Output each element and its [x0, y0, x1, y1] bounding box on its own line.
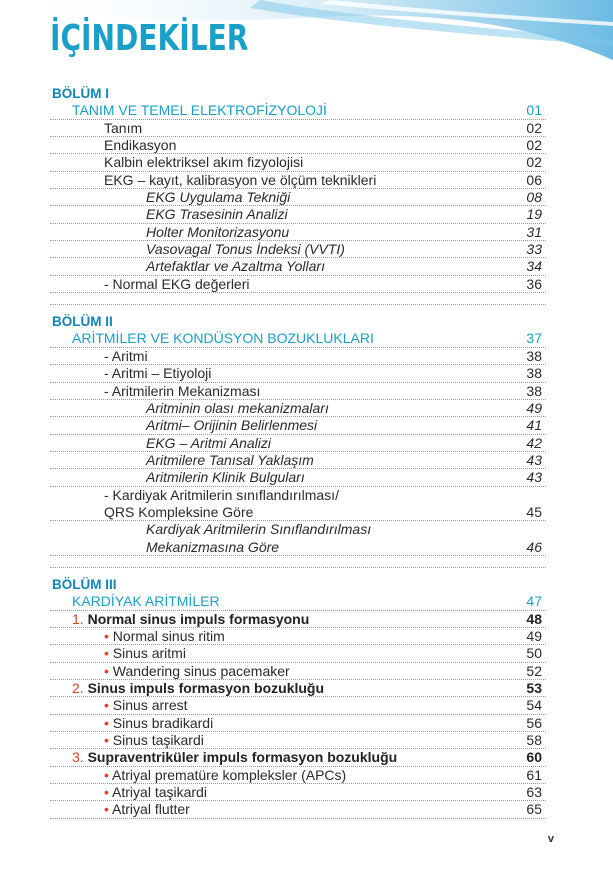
- page-title: İÇİNDEKİLER: [50, 18, 249, 59]
- entry-page: 02: [526, 137, 542, 154]
- entry-page: 61: [526, 766, 542, 783]
- entry-title: EKG – Aritmi Analizi: [146, 434, 271, 451]
- bullet-icon: •: [104, 645, 109, 662]
- entry-title: Normal sinus impuls formasyonu: [87, 610, 310, 627]
- entry-page: 45: [526, 503, 542, 520]
- entry-page: 33: [526, 241, 542, 258]
- entry-page: 50: [526, 645, 542, 662]
- toc-entry: [50, 435, 546, 452]
- entry-page: 49: [526, 627, 542, 644]
- toc-entry: [50, 767, 546, 784]
- entry-page: 49: [526, 399, 542, 416]
- entry-title: Sinus arrest: [112, 697, 188, 714]
- toc-entry: [50, 487, 546, 504]
- entry-title: Kalbin elektriksel akım fizyolojisi: [104, 154, 304, 171]
- entry-title: Aritmi– Orijinin Belirlenmesi: [146, 417, 318, 434]
- toc-entry: [50, 611, 546, 628]
- entry-page: 31: [526, 223, 542, 240]
- entry-title: - Normal EKG değerleri: [104, 275, 250, 292]
- entry-title: Aritmilere Tanısal Yaklaşım: [146, 451, 314, 468]
- chapter-page: 47: [526, 593, 542, 610]
- entry-title: Atriyal taşikardi: [112, 784, 207, 801]
- entry-title: Sinus taşikardi: [112, 732, 204, 749]
- entry-title: Sinus aritmi: [112, 645, 186, 662]
- toc-entry: [50, 276, 546, 293]
- entry-title: Holter Monitorizasyonu: [146, 223, 290, 240]
- entry-page: 54: [526, 697, 542, 714]
- entry-title: QRS Kompleksine Göre: [104, 503, 254, 520]
- entry-title: Aritmilerin Klinik Bulguları: [146, 469, 305, 486]
- entry-page: 60: [526, 749, 542, 766]
- bullet-icon: •: [104, 801, 109, 818]
- toc-entry: [50, 241, 546, 258]
- entry-page: 56: [526, 714, 542, 731]
- toc-entry: [50, 383, 546, 400]
- entry-page: 53: [526, 680, 542, 696]
- bullet-icon: •: [104, 662, 109, 679]
- toc-entry: [50, 172, 546, 189]
- toc-entry: [50, 749, 546, 766]
- entry-title: Tanım: [104, 119, 143, 136]
- entry-page: 19: [526, 206, 542, 223]
- entry-title: Normal sinus ritim: [112, 627, 225, 644]
- entry-title: Atriyal prematüre kompleksler (APCs): [112, 766, 347, 783]
- toc-entry: [50, 680, 546, 697]
- entry-page: 58: [526, 732, 542, 749]
- chapter-page: 01: [526, 102, 542, 119]
- toc-entry: [50, 224, 546, 241]
- entry-page: 42: [526, 434, 542, 451]
- entry-title: - Aritmi: [104, 347, 148, 364]
- entry-title: Aritminin olası mekanizmaları: [146, 399, 329, 416]
- toc-entry: [50, 137, 546, 154]
- entry-title: Artefaktlar ve Azaltma Yolları: [146, 258, 325, 275]
- entry-title: Wandering sinus pacemaker: [112, 662, 290, 679]
- entry-title: EKG Uygulama Tekniği: [146, 189, 291, 206]
- entry-title: EKG – kayıt, kalibrasyon ve ölçüm teknikleri: [104, 171, 377, 188]
- toc-entry: [50, 400, 546, 417]
- toc-entry: [50, 645, 546, 662]
- entry-title: EKG Trasesinin Analizi: [146, 206, 288, 223]
- bullet-icon: •: [104, 784, 109, 801]
- entry-page: 08: [526, 189, 542, 206]
- toc-entry: [50, 417, 546, 434]
- entry-page: 46: [526, 538, 542, 555]
- toc-entry: [50, 258, 546, 275]
- entry-page: 65: [526, 801, 542, 818]
- entry-number: 3.: [72, 749, 84, 766]
- chapter-entry: [50, 593, 546, 610]
- bullet-icon: •: [104, 732, 109, 749]
- entry-title: Supraventriküler impuls formasyon bozukluğu: [87, 749, 398, 766]
- toc-entry: [50, 539, 546, 556]
- toc-entry: [50, 663, 546, 680]
- toc-entry: [50, 784, 546, 801]
- entry-page: 38: [526, 347, 542, 364]
- entry-title: Endikasyon: [104, 137, 177, 154]
- table-of-contents: [50, 85, 546, 819]
- entry-page: 36: [526, 275, 542, 292]
- bullet-icon: •: [104, 627, 109, 644]
- toc-entry: [50, 628, 546, 645]
- toc-entry: [50, 715, 546, 732]
- chapter-title: KARDİYAK ARİTMİLER: [72, 593, 220, 610]
- chapter-title: TANIM VE TEMEL ELEKTROFİZYOLOJİ: [72, 102, 327, 119]
- entry-number: 2.: [72, 680, 84, 696]
- chapter-entry: [50, 102, 546, 119]
- entry-page: 63: [526, 784, 542, 801]
- bullet-icon: •: [104, 766, 109, 783]
- toc-entry: [50, 697, 546, 714]
- chapter-entry: [50, 330, 546, 347]
- entry-number: 1.: [72, 610, 84, 627]
- entry-title: Sinus bradikardi: [112, 714, 214, 731]
- chapter-title: ARİTMİLER VE KONDÜSYON BOZUKLUKLARI: [72, 330, 374, 347]
- entry-title: - Aritmi – Etiyoloji: [104, 365, 212, 382]
- entry-page: 43: [526, 451, 542, 468]
- toc-entry: [50, 504, 546, 521]
- entry-title: - Kardiyak Aritmilerin sınıflandırılması/: [104, 486, 339, 503]
- entry-page: 38: [526, 365, 542, 382]
- entry-page: 43: [526, 469, 542, 486]
- toc-entry: [50, 189, 546, 206]
- toc-entry: [50, 452, 546, 469]
- section-heading: BÖLÜM I: [52, 86, 109, 101]
- entry-page: 02: [526, 119, 542, 136]
- entry-title: Vasovagal Tonus İndeksi (VVTI): [146, 241, 345, 258]
- toc-entry: [50, 348, 546, 365]
- entry-title: Atriyal flutter: [112, 801, 190, 818]
- toc-entry: [50, 120, 546, 137]
- toc-entry: [50, 154, 546, 171]
- chapter-page: 37: [526, 330, 542, 347]
- toc-entry: [50, 469, 546, 486]
- entry-title: - Aritmilerin Mekanizması: [104, 382, 261, 399]
- entry-page: 06: [526, 171, 542, 188]
- entry-page: 52: [526, 662, 542, 679]
- page-number: v: [547, 833, 554, 845]
- entry-title: Kardiyak Aritmilerin Sınıflandırılması: [146, 521, 372, 538]
- toc-entry: [50, 206, 546, 223]
- toc-entry: [50, 365, 546, 382]
- toc-entry: [50, 521, 546, 538]
- bullet-icon: •: [104, 714, 109, 731]
- entry-title: Mekanizmasına Göre: [146, 538, 280, 555]
- toc-entry: [50, 732, 546, 749]
- entry-page: 48: [526, 610, 542, 627]
- entry-page: 02: [526, 154, 542, 171]
- entry-page: 41: [526, 417, 542, 434]
- section-heading: BÖLÜM III: [52, 576, 117, 592]
- entry-page: 34: [526, 258, 542, 275]
- entry-page: 38: [526, 382, 542, 399]
- toc-entry: [50, 801, 546, 818]
- section-heading: BÖLÜM II: [52, 314, 113, 330]
- bullet-icon: •: [104, 697, 109, 714]
- entry-title: Sinus impuls formasyon bozukluğu: [87, 680, 325, 696]
